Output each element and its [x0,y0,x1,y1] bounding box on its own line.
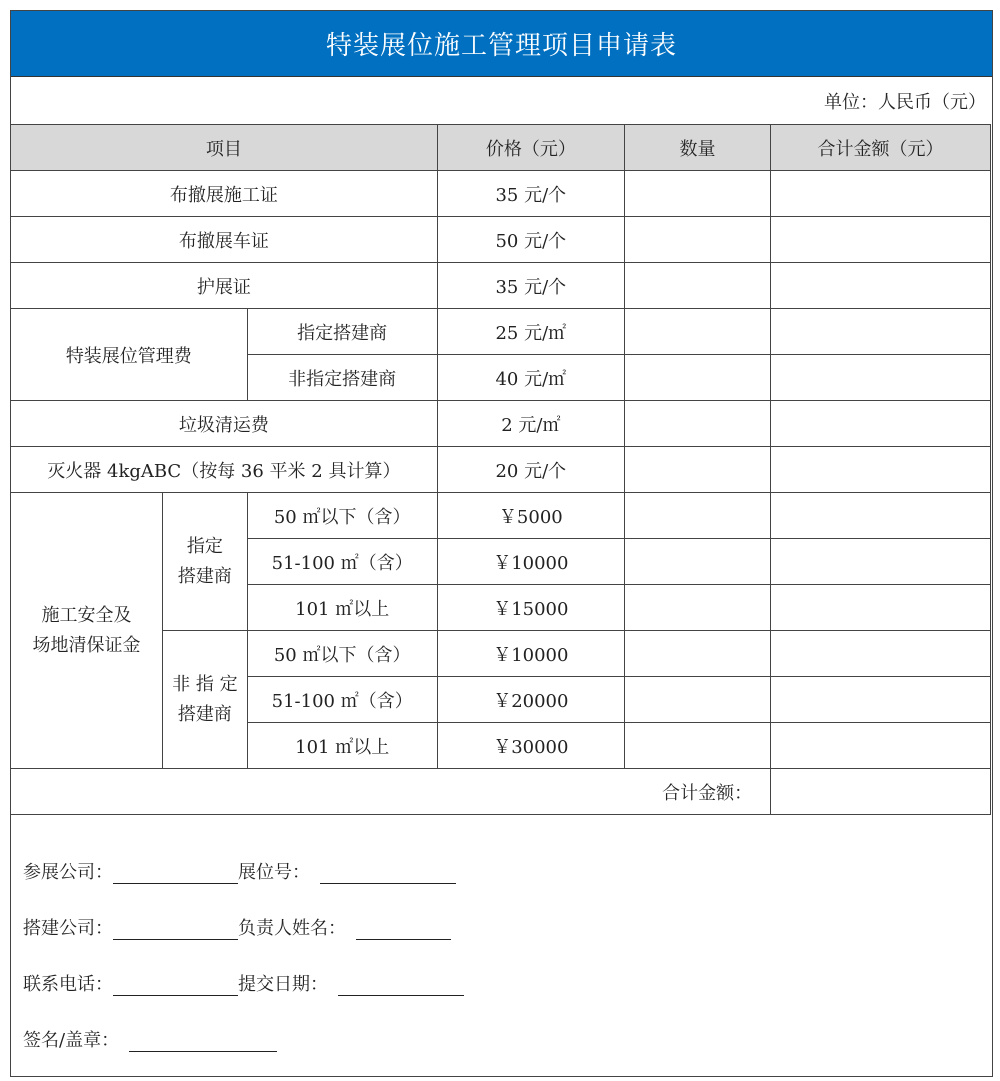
area-range: 50 ㎡以下（含） [247,493,437,539]
quantity-input[interactable] [624,631,770,677]
grand-total-input[interactable] [771,769,991,815]
quantity-input[interactable] [624,171,770,217]
footer-row [23,1026,277,1052]
item-label: 布撤展施工证 [11,171,438,217]
builder-company-field[interactable] [113,921,238,940]
submit-date-label: 提交日期： [238,974,328,995]
total-input[interactable] [771,355,991,401]
area-range: 51-100 ㎡（含） [247,539,437,585]
total-input[interactable] [771,723,991,769]
quantity-input[interactable] [624,263,770,309]
table-row [11,263,991,309]
price-cell: ￥20000 [437,677,624,723]
price-cell: 40 元/㎡ [437,355,624,401]
area-range: 101 ㎡以上 [247,723,437,769]
group-label-line2: 搭建商 [177,703,232,725]
item-label: 布撤展车证 [11,217,438,263]
price-cell: 35 元/个 [437,263,624,309]
quantity-input[interactable] [624,677,770,723]
table-row [11,447,991,493]
grand-total-row [11,769,991,815]
deposit-label-line1: 施工安全及 [41,604,132,626]
deposit-label-line2: 场地清保证金 [32,634,141,656]
total-input[interactable] [771,539,991,585]
table-row [11,309,991,355]
quantity-input[interactable] [624,585,770,631]
applicant-info-section [11,824,992,1077]
price-cell: ￥10000 [437,631,624,677]
booth-number-label: 展位号： [238,862,310,883]
non-designated-builder-label [163,631,248,769]
total-input[interactable] [771,585,991,631]
table-row [11,401,991,447]
deposit-label [11,493,163,769]
quantity-input[interactable] [624,723,770,769]
fee-table [10,124,991,815]
header-item: 项目 [11,125,438,171]
quantity-input[interactable] [624,309,770,355]
price-cell: 35 元/个 [437,171,624,217]
quantity-input[interactable] [624,401,770,447]
total-input[interactable] [771,309,991,355]
application-form [10,10,993,1077]
price-cell: 25 元/㎡ [437,309,624,355]
total-input[interactable] [771,631,991,677]
footer-row [23,858,456,884]
signature-label: 签名/盖章： [23,1030,120,1051]
group-label-line1: 指定 [186,535,223,557]
footer-row [23,914,451,940]
sub-item-label: 指定搭建商 [247,309,437,355]
item-label: 灭火器 4kgABC（按每 36 平米 2 具计算） [11,447,438,493]
quantity-input[interactable] [624,493,770,539]
item-label: 垃圾清运费 [11,401,438,447]
header-total: 合计金额（元） [771,125,991,171]
area-range: 101 ㎡以上 [247,585,437,631]
area-range: 51-100 ㎡（含） [247,677,437,723]
table-header-row [11,125,991,171]
exhibitor-company-label: 参展公司： [23,862,113,883]
phone-label: 联系电话： [23,974,113,995]
total-input[interactable] [771,493,991,539]
total-input[interactable] [771,171,991,217]
price-cell: 20 元/个 [437,447,624,493]
designated-builder-label [163,493,248,631]
price-cell: ￥10000 [437,539,624,585]
sub-item-label: 非指定搭建商 [247,355,437,401]
builder-company-label: 搭建公司： [23,918,113,939]
booth-number-field[interactable] [320,865,456,884]
table-row [11,493,991,539]
price-cell: ￥30000 [437,723,624,769]
quantity-input[interactable] [624,217,770,263]
submit-date-field[interactable] [338,977,464,996]
quantity-input[interactable] [624,539,770,585]
currency-unit-label: 单位：人民币（元） [824,91,986,113]
exhibitor-company-field[interactable] [113,865,238,884]
price-cell: 50 元/个 [437,217,624,263]
table-row [11,217,991,263]
grand-total-label: 合计金额： [11,769,771,815]
total-input[interactable] [771,401,991,447]
total-input[interactable] [771,447,991,493]
price-cell: ￥5000 [437,493,624,539]
person-in-charge-field[interactable] [356,921,451,940]
total-input[interactable] [771,217,991,263]
group-label-line2: 搭建商 [177,565,232,587]
price-cell: 2 元/㎡ [437,401,624,447]
signature-field[interactable] [129,1033,277,1052]
header-price: 价格（元） [437,125,624,171]
item-label: 护展证 [11,263,438,309]
phone-field[interactable] [113,977,238,996]
total-input[interactable] [771,263,991,309]
table-row [11,171,991,217]
person-in-charge-label: 负责人姓名： [238,918,346,939]
price-cell: ￥15000 [437,585,624,631]
total-input[interactable] [771,677,991,723]
group-label-line1: 非 指 定 [172,673,238,695]
footer-row [23,970,464,996]
mgmt-fee-label: 特装展位管理费 [11,309,248,401]
quantity-input[interactable] [624,355,770,401]
form-title: 特装展位施工管理项目申请表 [11,11,992,77]
area-range: 50 ㎡以下（含） [247,631,437,677]
quantity-input[interactable] [624,447,770,493]
header-quantity: 数量 [624,125,770,171]
